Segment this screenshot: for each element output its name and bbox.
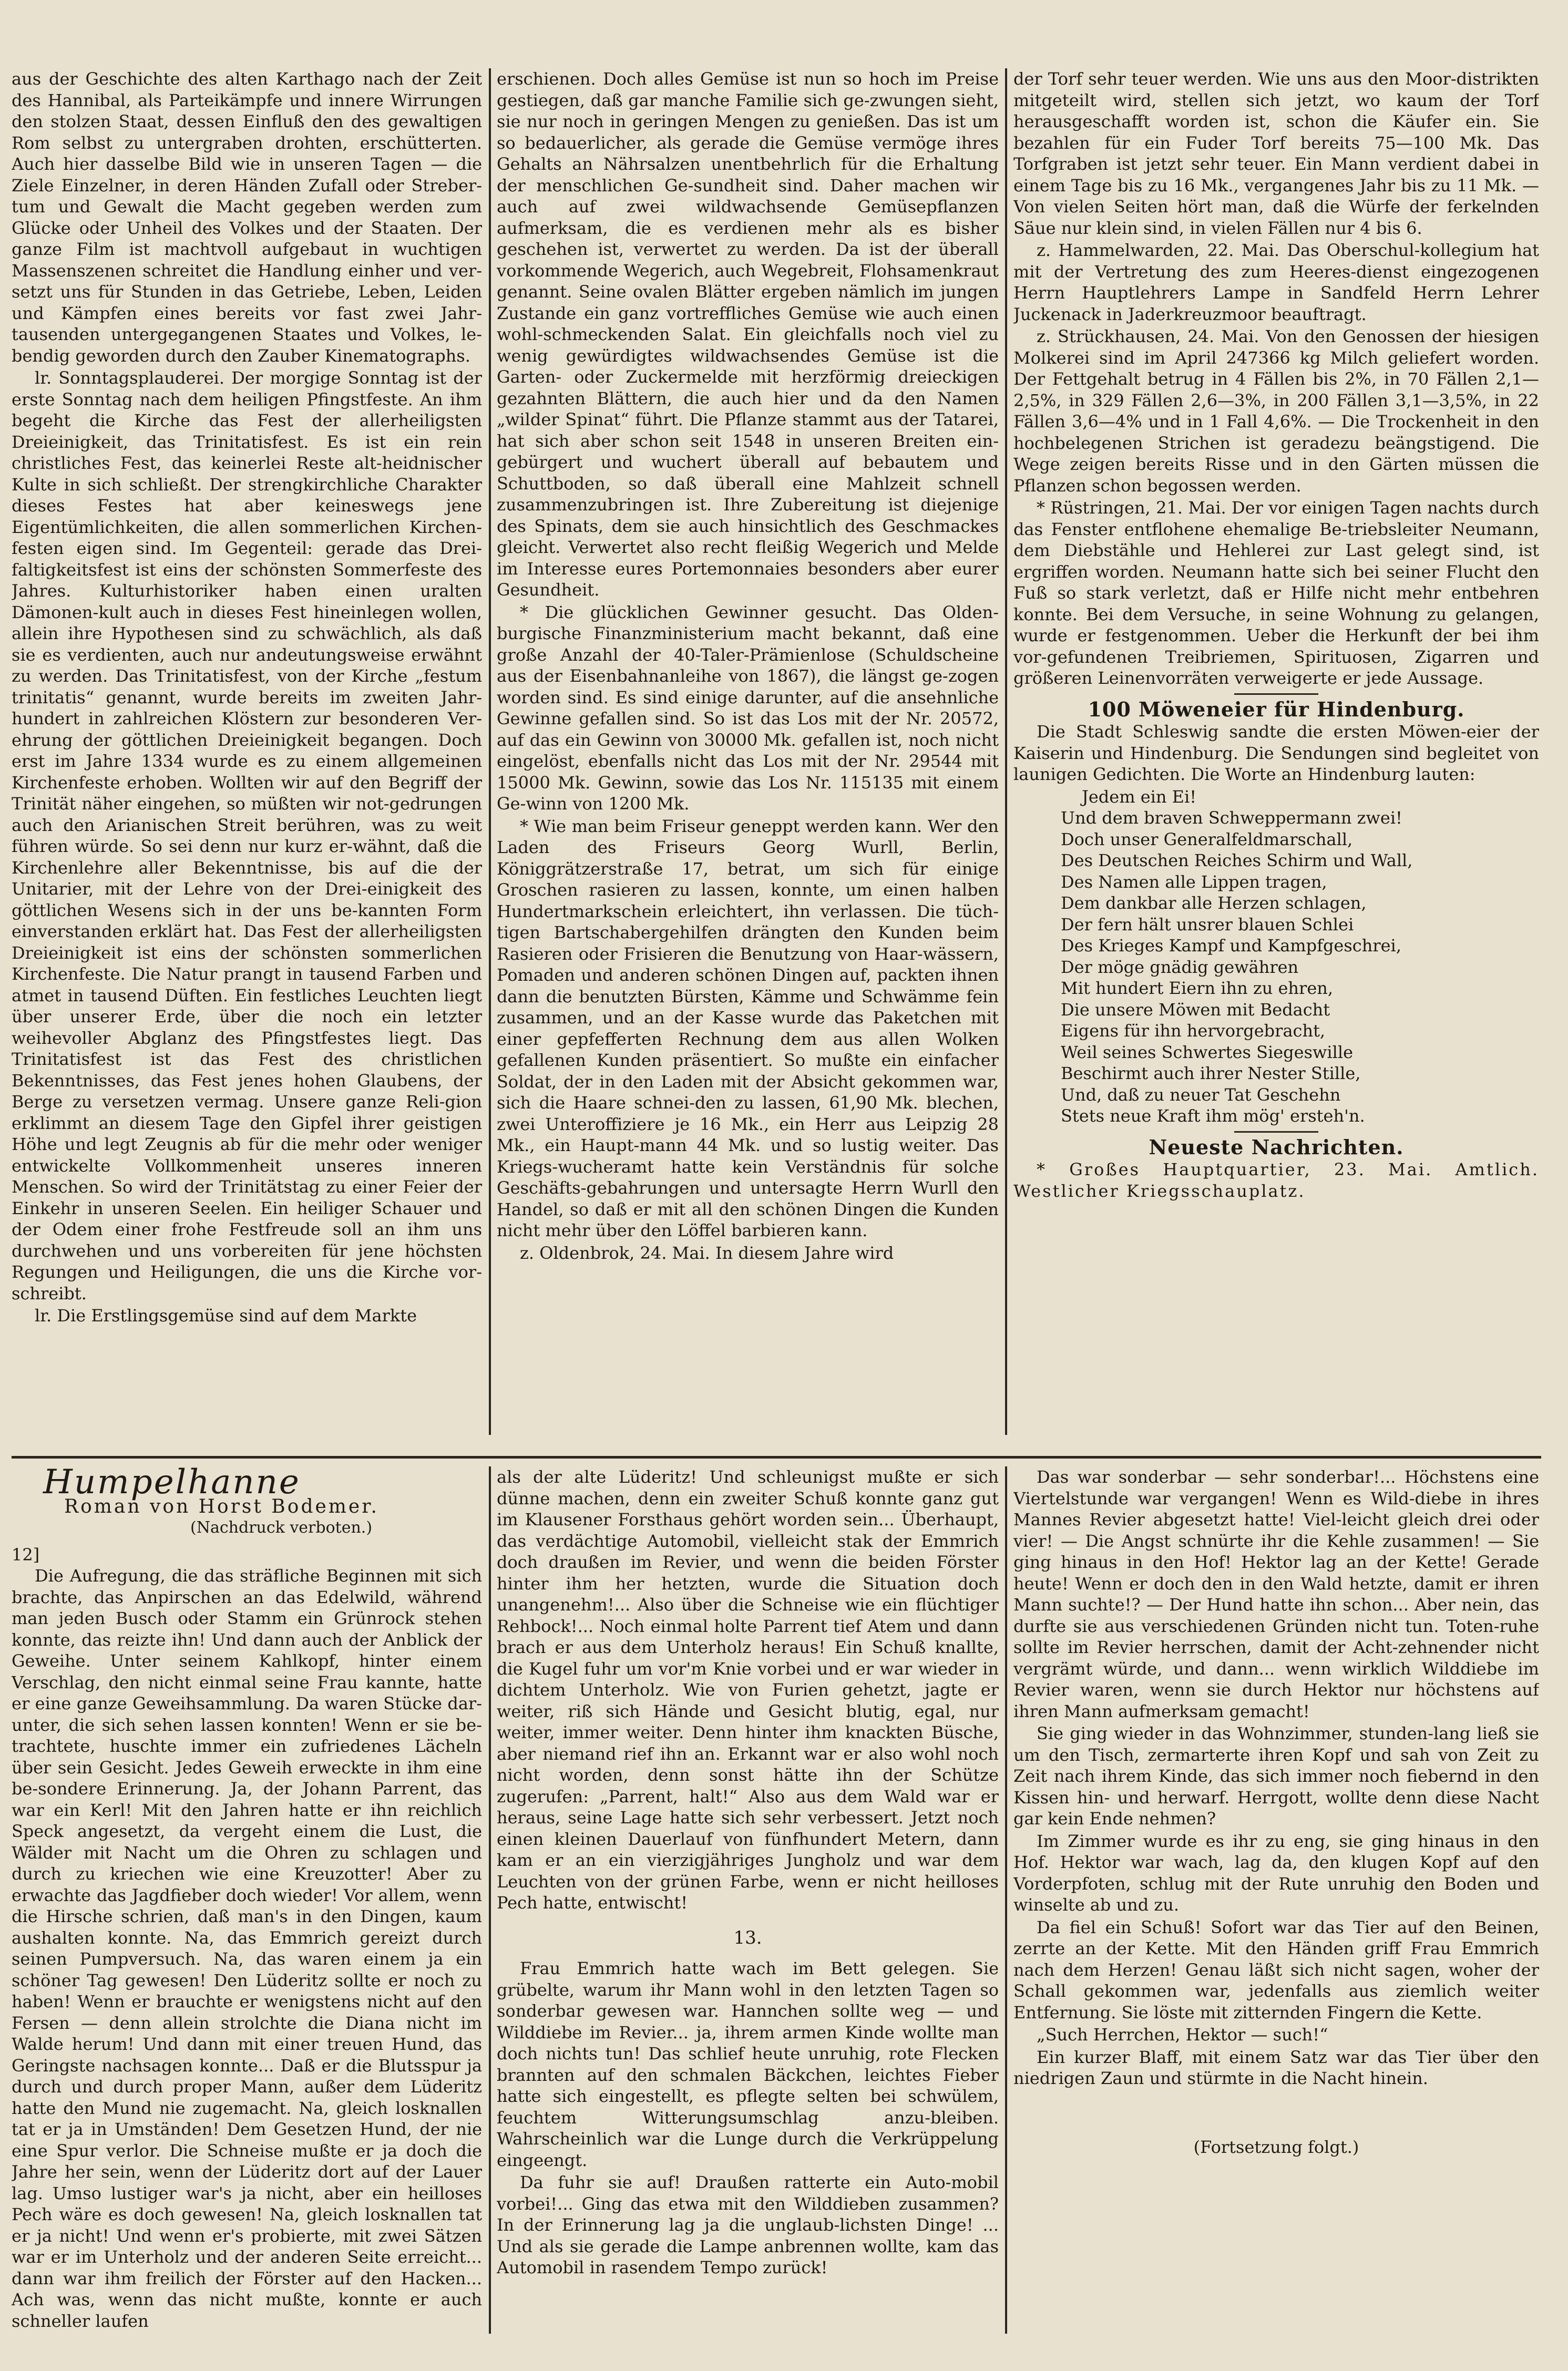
novel-paragraph: „Such Herrchen, Hektor — such!“: [1037, 2025, 1328, 2045]
poem-line: Und dem braven Schweppermann zwei!: [1061, 808, 1402, 828]
novel-column-3: [1013, 1466, 1539, 2334]
top-column-2: [497, 68, 999, 1435]
novel-paragraph: Da fiel ein Schuß! Sofort war das Tier auf den Beinen, zerrte an der Kette. Mit den Händen griff Frau Emmrich nach dem Herzen! Genau läßt sich nicht sagen, woher der Schall gekommen war, jedenfalls aus ziemlich weiter Entfernung. Sie löste mit zitternden Fingern die Kette.: [1013, 1917, 1539, 2023]
novel-paragraph: Sie ging wieder in das Wohnzimmer, stunden-lang ließ sie um den Tisch, zermarterte ihren Kopf und sah von Zeit zu Zeit nach ihrem Kinde, das sich immer noch fiebernd in den Kissen hin- und herwarf. Herrgott, wollte denn diese Nacht gar kein Ende nehmen?: [1013, 1723, 1539, 1829]
poem-line: Des Krieges Kampf und Kampfgeschrei,: [1061, 936, 1401, 956]
moewen-paragraph: Die Stadt Schleswig sandte die ersten Möwen-eier der Kaiserin und Hindenburg. Die Sendungen sind begleitet von launigen Gedichten. Die Worte an Hindenburg lauten:: [1013, 722, 1539, 784]
column-divider: [489, 68, 491, 1435]
poem-line: Der möge gnädig gewähren: [1061, 957, 1299, 977]
column-divider: [1005, 1466, 1007, 2334]
novel-paragraph: Da fuhr sie auf! Draußen ratterte ein Auto-mobil vorbei!... Ging das etwa mit den Wilddieben zusammen? In der Erinnerung lag ja die unglaub-lichsten Dinge! ... Und als sie gerade die Lampe anbrennen wollte, kam das Automobil in rasendem Tempo zurück!: [497, 2172, 999, 2277]
poem-line: Und, daß zu neuer Tat Geschehn: [1061, 1084, 1341, 1105]
novel-paragraph: Das war sonderbar — sehr sonderbar!... Höchstens eine Viertelstunde war vergangen! Wenn es Wild-diebe in ihres Mannes Revier abgesetzt hatte! Viel-leicht gleich drei oder vier! — Die Angst schnürte ihr die Kehle zusammen! — Sie ging hinaus in den Hof! Hektor lag an der Kette! Gerade heute! Wenn er doch den in den Wald hetzte, damit er ihren Mann suchte!? — Der Hund hatte ihn schon... Aber nein, das durfte sie aus verschiedenen Gründen nicht tun. Toten-ruhe sollte im Revier herrschen, damit der Acht-zehnender nicht vergrämt würde, und dann... wenn wirklich Wilddiebe im Revier waren, wenn sie durch Hektor nur höchstens auf ihren Mann aufmerksam gemacht!: [1013, 1467, 1539, 1721]
poem-line: Der fern hält unsrer blauen Schlei: [1061, 914, 1354, 935]
top-column-1: [12, 68, 482, 1435]
sonntagsplauderei-paragraph: lr. Sonntagsplauderei. Der morgige Sonntag ist der erste Sonntag nach dem heiligen Pfingstfeste. An ihm begeht die Kirche das Fest der allerheiligsten Dreieinigkeit, das Trinitatisfest. Es ist ein rein christliches Fest, das keinerlei Reste alt-heidnischer Kulte in sich schließt. Der strengkirchliche Charakter dieses Festes hat aber keineswegs jene Eigentümlichkeiten, die allen sommerlichen Kirchen-festen eigen sind. Im Gegenteil: gerade das Drei-faltigkeitsfest ist eins der schönsten Sommerfeste des Jahres. Kulturhistoriker haben einen uralten Dämonen-kult auch in dieses Fest hineinlegen wollen, allein ihre Hypothesen sind zu schwächlich, als daß sie es verdienten, auch nur andeutungsweise erwähnt zu werden. Das Trinitatisfest, von der Kirche „festum trinitatis“ genannt, wurde bereits im zweiten Jahr-hundert in zahlreichen Klöstern zur besonderen Ver-ehrung der göttlichen Dreieinigkeit begangen. Doch erst im Jahre 1334 wurde es zu einem allgemeinen Kirchenfeste erhoben. Wollten wir auf den Begriff der Trinität näher eingehen, so müßten wir not-gedrungen auch den Arianischen Streit berühren, was zu weit führen würde. So sei denn nur kurz er-wähnt, daß die Kirchenlehre aller Bekenntnisse, bis auf die der Unitarier, mit der Lehre von der Drei-einigkeit des göttlichen Wesens sich in der uns be-kannten Form einverstanden erklärt hat. Das Fest der allerheiligsten Dreieinigkeit ist eins der schönsten sommerlichen Kirchenfeste. Die Natur prangt in tausend Farben und atmet in tausend Düften. Ein festliches Leuchten liegt über unserer Erde, über die noch ein letzter weihevoller Abglanz des Pfingstfestes liegt. Das Trinitatisfest ist das Fest des christlichen Bekenntnisses, das Fest jenes hohen Glaubens, der Berge zu versetzen vermag. Unsere ganze Reli-gion erklimmt an diesem Tage den Gipfel ihrer geistigen Höhe und legt Zeugnis ab für die mehr oder weniger entwickelte Vollkommenheit unseres inneren Menschen. So wird der Trinitätstag zu einer Feier der Einkehr in unseren Seelen. Ein heiliger Schauer und der Odem einer frohe Festfreude soll an ihm uns durchwehen und uns vorbereiten für jene höchsten Regungen und Heiligungen, die uns die Kirche vor-schreibt.: [12, 368, 482, 1303]
poem-line: Die unsere Möwen mit Bedacht: [1061, 999, 1330, 1020]
novel-paragraph: Ein kurzer Blaff, mit einem Satz war das Tier über den niedrigen Zaun und stürmte in die Nacht hinein.: [1013, 2047, 1539, 2088]
strueckhausen-paragraph: z. Strückhausen, 24. Mai. Von den Genossen der hiesigen Molkerei sind im April 247366 kg Milch geliefert worden. Der Fettgehalt betrug in 4 Fällen bis 2%, in 70 Fällen 2,1—2,5%, in 329 Fällen 2,6—3%, in 200 Fällen 3,1—3,5%, in 22 Fällen 3,6—4% und in 1 Fall 4,6%. — Die Trockenheit in den hochbelegenen Strichen ist geradezu beängstigend. Die Wege zeigen bereits Risse und in den Gärten müssen die Pflanzen schon begossen werden.: [1013, 326, 1539, 496]
column-divider: [489, 1466, 491, 2334]
section-rule: [1234, 693, 1318, 695]
novel-column-1: [12, 1466, 482, 2334]
poem-line: Dem dankbar alle Herzen schlagen,: [1061, 893, 1367, 913]
poem-line: Des Namen alle Lippen tragen,: [1061, 871, 1327, 892]
novel-author: Roman von Horst Bodemer.: [64, 1495, 379, 1517]
poem-line: Beschirmt auch ihrer Nester Stille,: [1061, 1063, 1361, 1083]
novel-paragraph: als der alte Lüderitz! Und schleunigst mußte er sich dünne machen, denn ein zweiter Schuß konnte ganz gut im Klausener Forsthaus gehört worden sein... Überhaupt, das verdächtige Automobil, vielleicht stak der Emmrich doch draußen im Revier, und wenn die beiden Förster hinter ihm her hetzten, wurde die Situation doch unangenehm!... Also über die Schneise wie ein flüchtiger Rehbock!... Noch einmal holte Parrent tief Atem und dann brach er aus dem Unterholz heraus! Ein Schuß knallte, die Kugel fuhr um vor'm Knie vorbei und er war wieder in dichtem Unterholz. Wie von Furien gehetzt, jagte er weiter, riß sich Hände und Gesicht blutig, egal, nur weiter, immer weiter. Denn hinter ihm knackten Büsche, aber niemand rief ihn an. Erkannt war er also wohl noch nicht worden, denn sonst hätte ihn der Schütze zugerufen: „Parrent, halt!“ Also aus dem Wald war er heraus, seine Lage hatte sich sehr verbessert. Jetzt noch einen kleinen Dauerlauf von fünfhundert Metern, dann kam er an ein vierzigjähriges Jungholz und war dem Leuchten von der grünen Farbe, wenn er nicht heilloses Pech hatte, entwischt!: [497, 1467, 999, 1913]
poem-line: Doch unser Generalfeldmarschall,: [1061, 829, 1353, 849]
section-rule: [1234, 1131, 1318, 1133]
gemuese-paragraph: erschienen. Doch alles Gemüse ist nun so hoch im Preise gestiegen, daß gar manche Familie sich ge-zwungen sieht, sie nur noch in geringen Mengen zu genießen. Das ist um so bedauerlicher, als gerade die Gemüse vermöge ihres Gehalts an Nährsalzen unentbehrlich für die Erhaltung der menschlichen Ge-sundheit sind. Daher machen wir auch auf zwei wildwachsende Gemüsepflanzen aufmerksam, die es verdienen mehr als es bisher geschehen ist, verwertet zu werden. Da ist der überall vorkommende Wegerich, auch Wegebreit, Flohsamenkraut genannt. Seine ovalen Blätter ergeben nämlich im jungen Zustande ein ganz vortreffliches Gemüse wie auch einen wohl-schmeckenden Salat. Ein gleichfalls noch viel zu wenig gewürdigtes wildwachsendes Gemüse ist die Garten- oder Zuckermelde mit herzförmig dreieckigen gezahnten Blättern, die auch hier und da den Namen „wilder Spinat“ führt. Die Pflanze stammt aus der Tatarei, hat sich aber schon seit 1548 in unseren Breiten ein-gebürgert und wuchert überall auf bebautem und Schuttboden, so daß überall eine Mahlzeit schnell zusammenzubringen ist. Ihre Zubereitung ist diejenige des Spinats, dem sie auch hinsichtlich des Geschmackes gleicht. Verwertet also recht fleißig Wegerich und Melde im Interesse eures Portemonnaies besonders aber eurer Gesundheit.: [497, 69, 999, 600]
hindenburg-poem: [1013, 786, 1539, 1127]
novel-title: Humpelhanne: [43, 1466, 301, 1502]
novel-paragraph: Die Aufregung, die das sträfliche Beginnen mit sich brachte, das Anpirschen an das Edelwild, während man jeden Busch oder Stamm ein Grünrock stehen konnte, das reizte ihn! Und dann auch der Anblick der Geweihe. Unter seinem Kahlkopf, hinter einem Verschlag, den nicht einmal seine Frau kannte, hatte er eine ganze Geweihsammlung. Da waren Stücke dar-unter, die sich sehen lassen konnten! Wenn er sie be-trachtete, huschte immer ein zufriedenes Lächeln über sein Gesicht. Jedes Geweih erweckte in ihm eine be-sondere Erinnerung. Ja, der Johann Parrent, das war ein Kerl! Mit den Jahren hatte er ihn reichlich Speck angesetzt, da vergeht einem die Lust, die Wälder mit Nacht um die Ohren zu schlagen und durch zu kriechen wie eine Kreuzotter! Aber zu erwachte das Jagdfieber doch wieder! Vor allem, wenn die Hirsche schrien, daß man's in den Dingen, kaum aushalten konnte. Na, das Emmrich gereizt durch seinen Pumpversuch. Na, das waren einem ja ein schöner Tag gewesen! Den Lüderitz sollte er noch zu haben! Wenn er brauchte er wenigstens nicht auf den Fersen — denn allein strolchte die Diana nicht im Walde herum! Und dann mit einer treuen Hund, das Geringste nachsagen konnte... Daß er die Blutsspur ja durch und durch proper Mann, außer dem Lüderitz hatte den Mund nie zugemacht. Na, gleich losknallen tat er ja in Umständen! Dem Gesetzen Hund, der nie eine Spur verlor. Die Schneise mußte er ja doch die Jahre her sein, wenn der Lüderitz dort auf der Lauer lag. Umso lustiger war's ja nicht, aber ein heilloses Pech wäre es doch gewesen! Na, gleich losknallen tat er ja nicht! Und wenn er's probierte, mit zwei Sätzen war er im Unterholz und der anderen Seite erreicht... dann war ihm freilich der Förster auf den Hacken... Ach was, wenn das nicht mußte, konnte er auch schneller laufen: [12, 1566, 482, 2331]
gewinner-paragraph: * Die glücklichen Gewinner gesucht. Das Olden-burgische Finanzministerium macht bekannt, daß eine große Anzahl der 40-Taler-Prämienlose (Schuldscheine aus der Eisenbahnanleihe von 1867), die längst ge-zogen worden sind. Es sind einige darunter, auf die ansehnliche Gewinne gefallen sind. So ist das Los mit der Nr. 20572, auf das ein Gewinn von 30000 Mk. gefallen ist, noch nicht eingelöst, ebenfalls nicht das Los mit der Nr. 29544 mit 15000 Mk. Gewinn, sowie das Los Nr. 115135 mit einem Ge-winn von 1200 Mk.: [497, 602, 999, 814]
feuilleton-divider: [12, 1456, 1541, 1459]
ruestringen-paragraph: * Rüstringen, 21. Mai. Der vor einigen Tagen nachts durch das Fenster entflohene ehemalige Be-triebsleiter Neumann, dem Diebstähle und Hehlerei zur Last gelegt sind, ist ergriffen worden. Neumann hatte sich bei seiner Flucht den Fuß so stark verletzt, daß er Hilfe nicht mehr entbehren konnte. Bei dem Versuche, in seine Wohnung zu gelangen, wurde er festgenommen. Ueber die Herkunft der bei ihm vor-gefundenen Treibriemen, Spirituosen, Zigarren und größeren Leinenvorräten verweigerte er jede Aussage.: [1013, 498, 1539, 688]
poem-line: Des Deutschen Reiches Schirm und Wall,: [1061, 850, 1413, 870]
novel-column-2: [497, 1466, 999, 2334]
poem-line: Stets neue Kraft ihm mög' ersteh'n.: [1061, 1106, 1365, 1126]
poem-line: Eigens für ihn hervorgebracht,: [1061, 1021, 1326, 1041]
poem-line: Weil seines Schwertes Siegeswille: [1061, 1042, 1354, 1062]
erstlingsgemuese-paragraph: lr. Die Erstlingsgemüse sind auf dem Markte: [35, 1306, 417, 1326]
novel-paragraph: Frau Emmrich hatte wach im Bett gelegen. Sie grübelte, warum ihr Mann wohl in den letzten Tagen so sonderbar gewesen war. Hannchen sollte weg — und Wilddiebe im Revier... ja, ihrem armen Kinde wollte man doch nichts tun! Das schlief heute unruhig, rote Flecken brannten auf den schmalen Bäckchen, leichtes Fieber hatte sich eingestellt, es pflegte selten bei schwülem, feuchtem Witterungsumschlag anzu-bleiben. Wahrscheinlich war die Lunge durch die Verkrüppelung eingeengt.: [497, 1958, 999, 2170]
novel-paragraph: Im Zimmer wurde es ihr zu eng, sie ging hinaus in den Hof. Hektor war wach, lag da, den klugen Kopf auf den Vorderpfoten, schlug mit der Rute unruhig den Boden und winselte ab und zu.: [1013, 1831, 1539, 1915]
moewen-heading: 100 Möweneier für Hindenburg.: [1088, 697, 1465, 721]
hammelwarden-paragraph: z. Hammelwarden, 22. Mai. Das Oberschul-kollegium hat mit der Vertretung des zum Heeres-dienst eingezogenen Herrn Hauptlehrers Lampe in Sandfeld Herrn Lehrer Juckenack in Jaderkreuzmoor beauftragt.: [1013, 240, 1539, 324]
reprint-note: (Nachdruck verboten.): [190, 1518, 373, 1537]
poem-line: Mit hundert Eiern ihn zu ehren,: [1061, 978, 1334, 998]
installment-marker: 12]: [12, 1544, 40, 1565]
column-divider: [1005, 68, 1007, 1435]
friseur-paragraph: * Wie man beim Friseur geneppt werden kann. Wer den Laden des Friseurs Georg Wurll, Berlin, Königgrätzerstraße 17, betrat, um sich für einige Groschen rasieren zu lassen, konnte, um einen halben Hundertmarkschein erleichtert, ihn verlassen. Die tüch-tigen Bartschabergehilfen drängten den Kunden beim Rasieren oder Frisieren die Benutzung von Haar-wässern, Pomaden und anderen schönen Dingen auf, packten ihnen dann die benutzten Bürsten, Kämme und Schwämme fein zusammen, und an der Kasse wurde das Paketchen mit einer gepfefferten Rechnung dem aus allen Wolken gefallenen Kunden präsentiert. So mußte ein einfacher Soldat, der in den Laden mit der Absicht gekommen war, sich die Haare schnei-den zu lassen, 61,90 Mk. blechen, zwei Unteroffiziere je 16 Mk., ein Herr aus Leipzig 28 Mk., ein Haupt-mann 44 Mk. und so lustig weiter. Das Kriegs-wucheramt hatte kein Verständnis für solche Geschäfts-gebahrungen und untersagte Herrn Wurll den Handel, so daß er mit all den schönen Dingen die Kunden nicht mehr über den Löffel barbieren kann.: [497, 816, 999, 1240]
chapter-number: 13.: [733, 1927, 762, 1948]
oldenbrok-paragraph: z. Oldenbrok, 24. Mai. In diesem Jahre wird: [520, 1243, 894, 1263]
news-paragraph: * Großes Hauptquartier, 23. Mai. Amtlich. Westlicher Kriegsschauplatz.: [1013, 1159, 1539, 1201]
continuation-note: (Fortsetzung folgt.): [1193, 2137, 1359, 2157]
poem-line: Jedem ein Ei!: [1082, 786, 1197, 807]
news-heading: Neueste Nachrichten.: [1149, 1135, 1404, 1159]
torf-paragraph: der Torf sehr teuer werden. Wie uns aus den Moor-distrikten mitgeteilt wird, stellen sich jetzt, wo kaum der Torf herausgeschafft worden ist, schon die Käufer ein. Sie bezahlen für ein Fuder Torf bereits 75—100 Mk. Das Torfgraben ist jetzt sehr teuer. Ein Mann verdient dabei in einem Tage bis zu 16 Mk., vergangenes Jahr bis zu 11 Mk. — Von vielen Seiten hört man, daß die Würfe der ferkelnden Säue nur klein sind, in vielen Fällen nur 4 bis 6.: [1013, 69, 1539, 238]
karthago-paragraph: aus der Geschichte des alten Karthago nach der Zeit des Hannibal, als Parteikämpfe und innere Wirrungen den stolzen Staat, dessen Einfluß den des gewaltigen Rom selbst zu untergraben drohten, erschütterten. Auch hier dasselbe Bild wie in unseren Tagen — die Ziele Einzelner, in deren Händen Zufall oder Streber-tum und Gewalt die Macht gegeben werden zum Glücke oder Unheil des Volkes und der Staaten. Der ganze Film ist machtvoll aufgebaut in wuchtigen Massenszenen schreitet die Handlung einher und ver-setzt uns für Stunden in das Getriebe, Leben, Leiden und Kämpfen eines bereits vor fast zwei Jahr-tausenden untergegangenen Staates und Volkes, le-bendig geworden durch den Zauber Kinematographs.: [12, 69, 482, 366]
top-column-3: [1013, 68, 1539, 1435]
